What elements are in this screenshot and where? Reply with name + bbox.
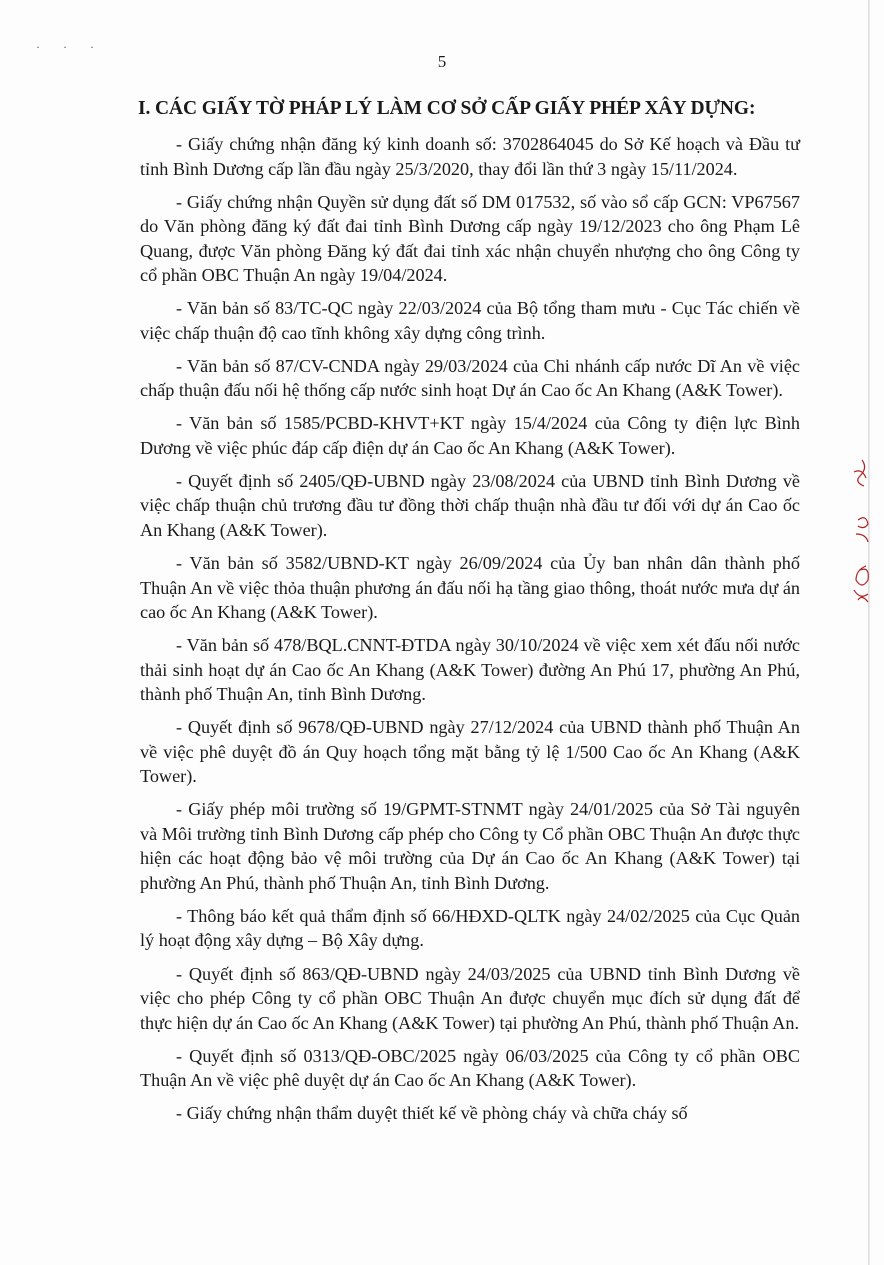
paragraph: - Giấy chứng nhận thẩm duyệt thiết kế về phòng cháy và chữa cháy số — [176, 1103, 688, 1124]
section-heading: I. CÁC GIẤY TỜ PHÁP LÝ LÀM CƠ SỞ CẤP GIẤY PHÉP XÂY DỰNG: — [138, 98, 756, 119]
paragraph: - Văn bản số 478/BQL.CNNT-ĐTDA ngày 30/10/2024 về việc xem xét đấu nối nước thải sinh hoạt dự án Cao ốc An Khang (A&K Tower) đường An Phú 17, phường An Phú, thành phố Thuận An, tỉnh Bình Dương. — [140, 635, 800, 705]
paragraph: - Văn bản số 3582/UBND-KT ngày 26/09/2024 của Ủy ban nhân dân thành phố Thuận An về việc thỏa thuận phương án đấu nối hạ tầng giao thông, thoát nước mưa dự án cao ốc An Khang (A&K Tower). — [140, 553, 800, 623]
scan-artifact: · · · — [36, 40, 104, 54]
paragraph: - Quyết định số 863/QĐ-UBND ngày 24/03/2025 của UBND tỉnh Bình Dương về việc cho phép Công ty cổ phần OBC Thuận An được chuyển mục đích sử dụng đất để thực hiện dự án Cao ốc An Khang (A&K Tower) tại phường An Phú, thành phố Thuận An. — [140, 963, 800, 1033]
document-body — [140, 132, 800, 1134]
paragraph: - Quyết định số 0313/QĐ-OBC/2025 ngày 06/03/2025 của Công ty cổ phần OBC Thuận An về việc phê duyệt dự án Cao ốc An Khang (A&K Tower). — [140, 1045, 800, 1091]
paragraph: - Văn bản số 83/TC-QC ngày 22/03/2024 của Bộ tổng tham mưu - Cục Tác chiến về việc chấp thuận độ cao tĩnh không xây dựng công trình. — [140, 298, 800, 343]
paragraph: - Thông báo kết quả thẩm định số 66/HĐXD-QLTK ngày 24/02/2025 của Cục Quản lý hoạt động xây dựng – Bộ Xây dựng. — [140, 905, 800, 951]
paragraph: - Giấy phép môi trường số 19/GPMT-STNMT ngày 24/01/2025 của Sở Tài nguyên và Môi trường tỉnh Bình Dương cấp phép cho Công ty Cổ phần OBC Thuận An được thực hiện các hoạt động bảo vệ môi trường của Dự án Cao ốc An Khang (A&K Tower) tại phường An Phú, thành phố Thuận An, tỉnh Bình Dương. — [140, 799, 800, 893]
paragraph: - Giấy chứng nhận đăng ký kinh doanh số: 3702864045 do Sở Kế hoạch và Đầu tư tỉnh Bình Dương cấp lần đầu ngày 25/3/2020, thay đổi lần thứ 3 ngày 15/11/2024. — [140, 134, 800, 179]
paragraph: - Quyết định số 9678/QĐ-UBND ngày 27/12/2024 của UBND thành phố Thuận An về việc phê duyệt đồ án Quy hoạch tổng mặt bằng tỷ lệ 1/500 Cao ốc An Khang (A&K Tower). — [140, 717, 800, 787]
paragraph: - Văn bản số 87/CV-CNDA ngày 29/03/2024 của Chi nhánh cấp nước Dĩ An về việc chấp thuận đấu nối hệ thống cấp nước sinh hoạt Dự án Cao ốc An Khang (A&K Tower). — [140, 355, 800, 401]
page-edge — [868, 0, 870, 1265]
paragraph: - Quyết định số 2405/QĐ-UBND ngày 23/08/2024 của UBND tỉnh Bình Dương về việc chấp thuận chủ trương đầu tư đồng thời chấp thuận nhà đầu tư đối với dự án Cao ốc An Khang (A&K Tower). — [140, 470, 800, 540]
page-number: 5 — [437, 52, 447, 71]
margin-initials-signature — [840, 450, 880, 630]
paragraph: - Giấy chứng nhận Quyền sử dụng đất số DM 017532, số vào sổ cấp GCN: VP67567 do Văn phòng đăng ký đất đai tỉnh Bình Dương cấp ngày 19/12/2023 cho ông Phạm Lê Quang, được Văn phòng Đăng ký đất đai tỉnh xác nhận chuyển nhượng cho ông Công ty cổ phần OBC Thuận An ngày 19/04/2024. — [140, 191, 800, 286]
paragraph: - Văn bản số 1585/PCBD-KHVT+KT ngày 15/4/2024 của Công ty điện lực Bình Dương về việc phúc đáp cấp điện dự án Cao ốc An Khang (A&K Tower). — [140, 413, 800, 458]
